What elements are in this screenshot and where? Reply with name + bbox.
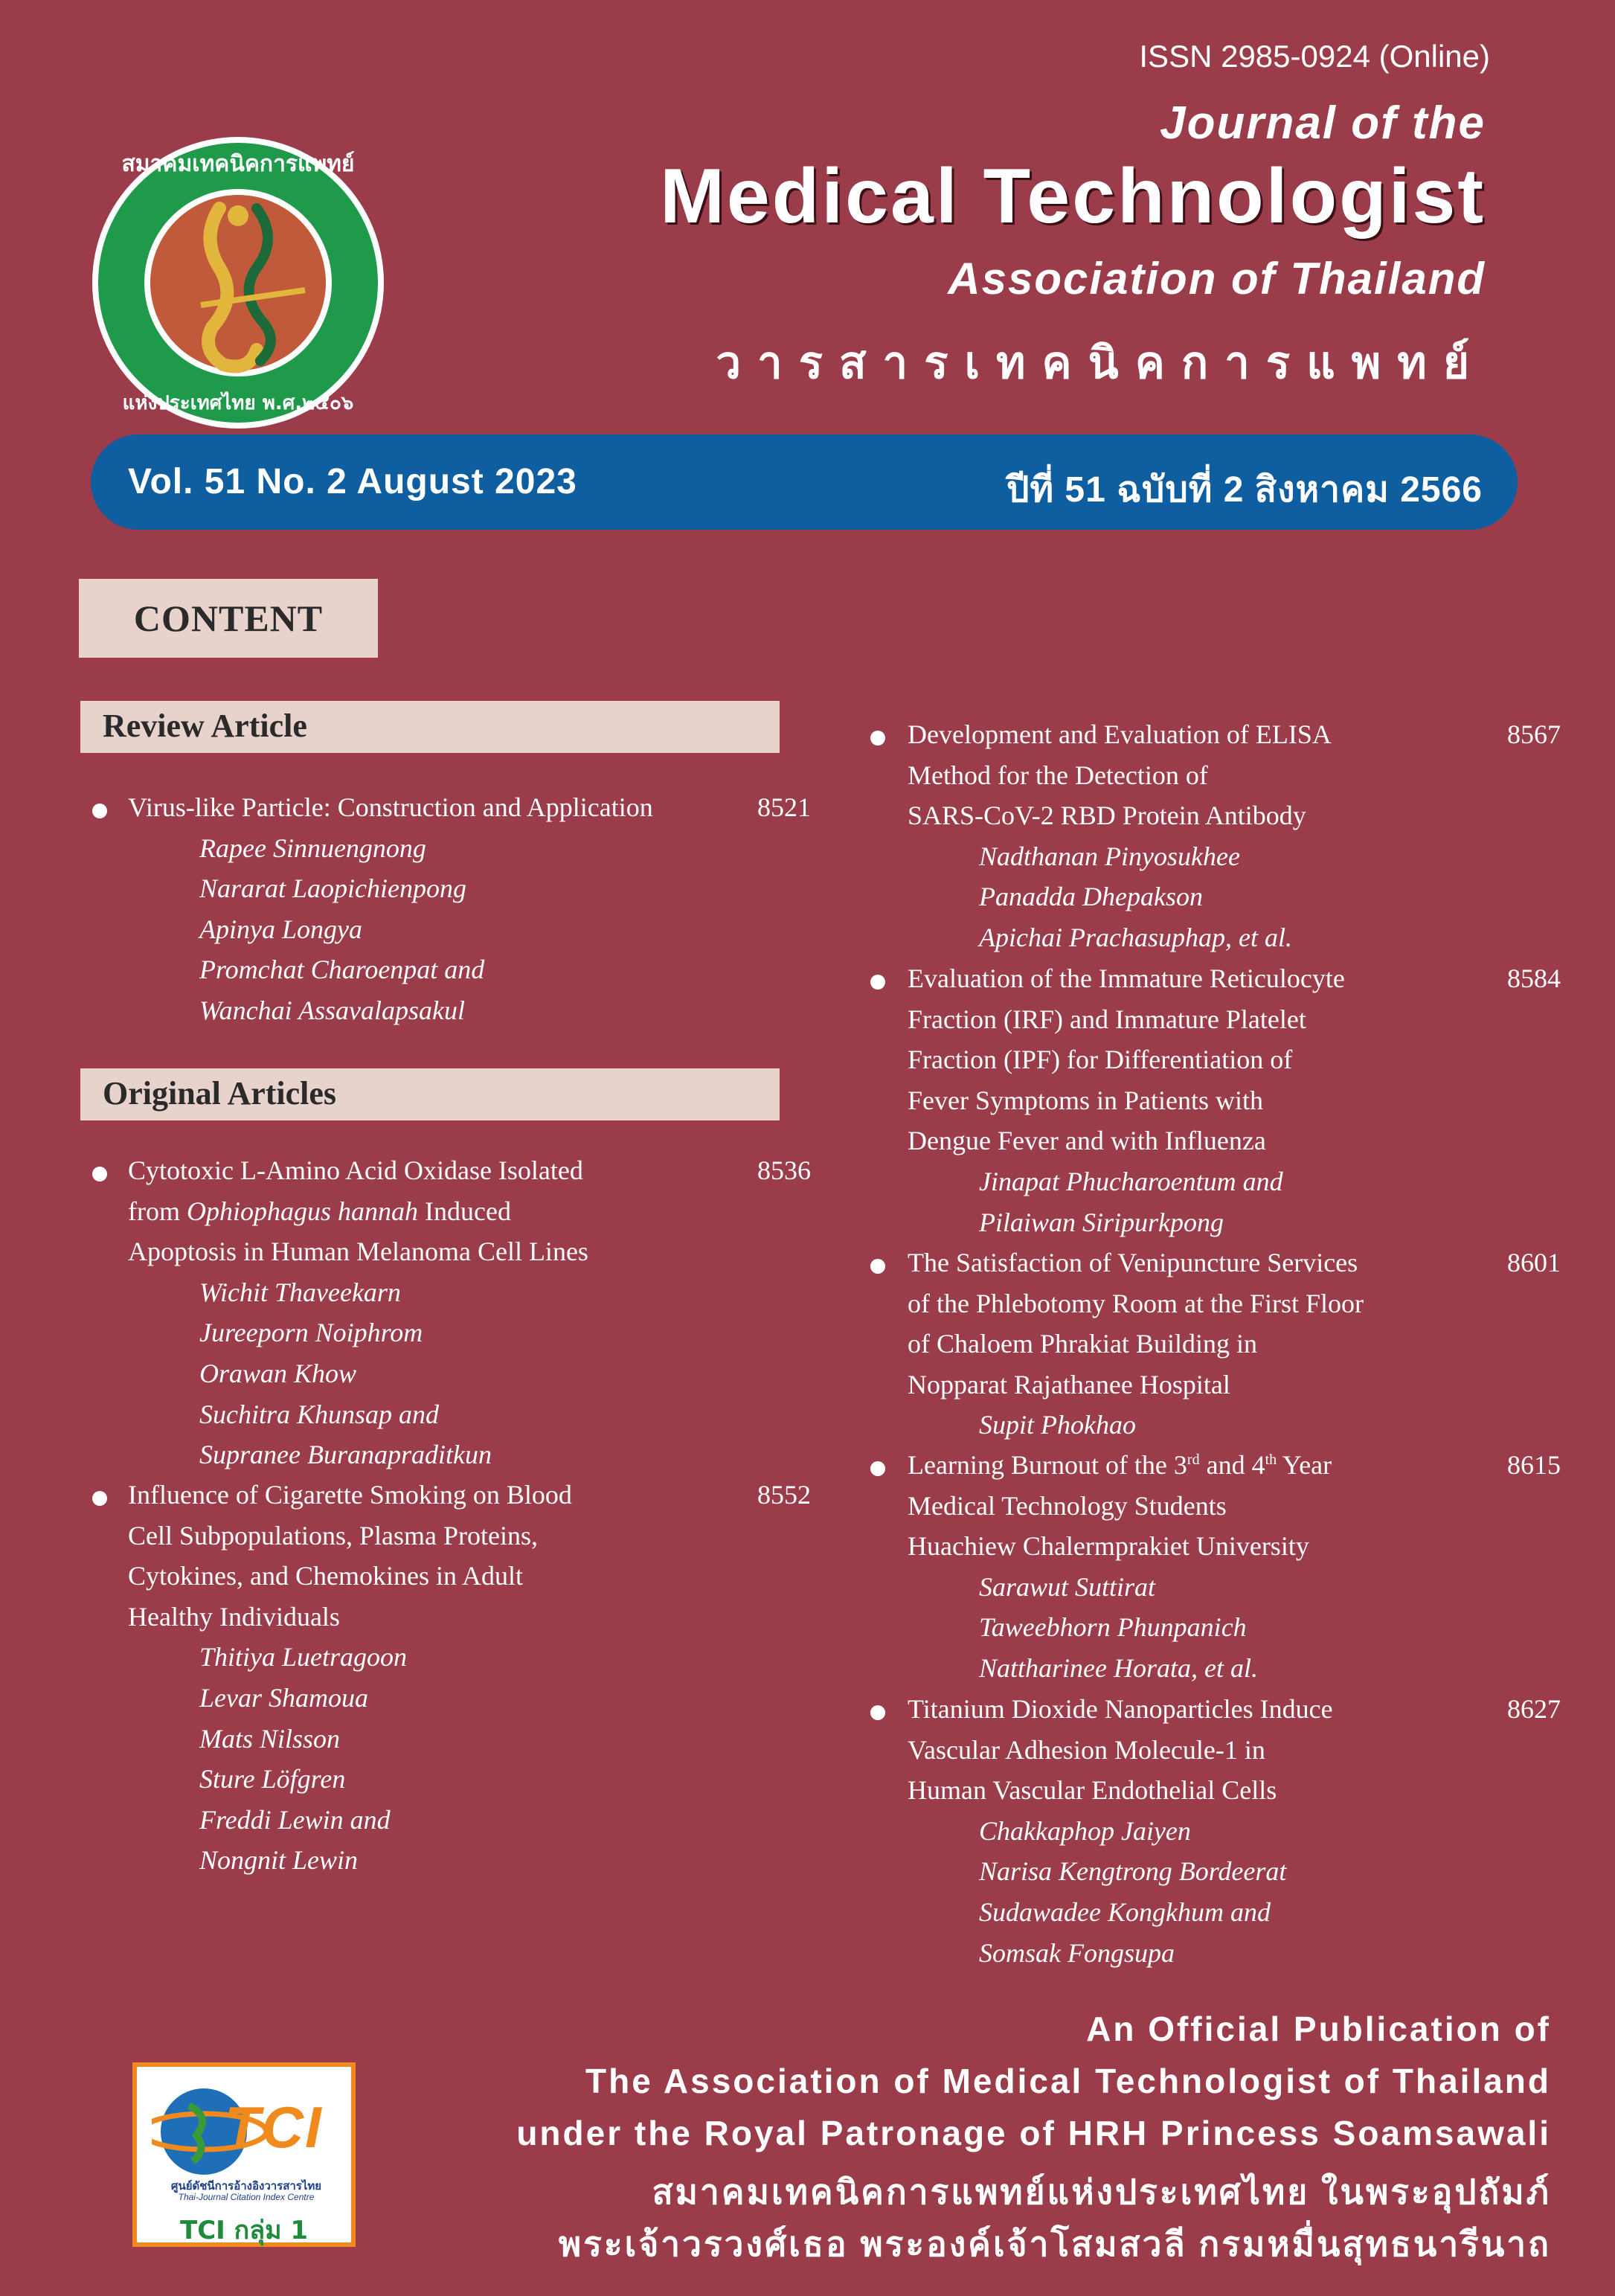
- article-author: Orawan Khow: [199, 1359, 357, 1388]
- original-section-title: Original Articles: [103, 1075, 337, 1112]
- journal-title-main: Medical Technologist: [660, 153, 1486, 240]
- article-title-line[interactable]: Healthy Individuals: [128, 1601, 340, 1632]
- tci-eng-name: Thai-Journal Citation Index Centre: [178, 2192, 315, 2202]
- review-section-title: Review Article: [103, 708, 307, 744]
- footer-line2: The Association of Medical Technologist of Thailand: [585, 2062, 1551, 2100]
- article-title-line[interactable]: Development and Evaluation of ELISA: [908, 719, 1332, 749]
- content-label: CONTENT: [133, 597, 324, 639]
- article-author: Nararat Laopichienpong: [199, 873, 467, 904]
- bullet-icon: [870, 1705, 885, 1720]
- article-author: Apinya Longya: [199, 914, 362, 944]
- article-title-line[interactable]: Human Vascular Endothelial Cells: [908, 1775, 1277, 1806]
- article-author: Promchat Charoenpat and: [199, 955, 485, 985]
- issue-info-en: Vol. 51 No. 2 August 2023: [128, 462, 577, 501]
- article-page-number: 8627: [1507, 1694, 1561, 1724]
- article-title-line[interactable]: Learning Burnout of the 3rd and 4th Year: [908, 1450, 1332, 1480]
- tci-group: TCI กลุ่ม 1: [180, 2216, 308, 2245]
- bullet-icon: [870, 1259, 885, 1274]
- article-title-line[interactable]: Fraction (IRF) and Immature Platelet: [908, 1004, 1306, 1034]
- footer-line3: under the Royal Patronage of HRH Princess Soamsawali: [516, 2114, 1551, 2152]
- article-author: Supranee Buranapraditkun: [199, 1440, 492, 1470]
- article-title-line[interactable]: The Satisfaction of Venipuncture Services: [908, 1248, 1358, 1277]
- article-author: Apichai Prachasuphap, et al.: [979, 923, 1292, 952]
- article-author: Suchitra Khunsap and: [199, 1399, 440, 1429]
- issue-info-th: ปีที่ 51 ฉบับที่ 2 สิงหาคม 2566: [1006, 470, 1483, 510]
- article-title-line[interactable]: Huachiew Chalermprakiet University: [908, 1531, 1309, 1562]
- article-author: Chakkaphop Jaiyen: [979, 1815, 1191, 1846]
- tci-thai-name: ศูนย์ดัชนีการอ้างอิงวารสารไทย: [170, 2179, 322, 2193]
- footer-line4: สมาคมเทคนิคการแพทย์แห่งประเทศไทย ในพระอุปถัมภ์: [652, 2172, 1551, 2211]
- article-author: Nadthanan Pinyosukhee: [979, 841, 1240, 871]
- bullet-icon: [870, 1461, 885, 1476]
- article-author: Jureeporn Noiphrom: [199, 1318, 423, 1348]
- issn: ISSN 2985-0924 (Online): [1139, 39, 1490, 74]
- article-title-line[interactable]: Vascular Adhesion Molecule-1 in: [908, 1734, 1265, 1765]
- article-author: Sarawut Suttirat: [979, 1571, 1156, 1602]
- article-title-line[interactable]: Cytokines, and Chemokines in Adult: [128, 1561, 523, 1591]
- article-title-line[interactable]: Evaluation of the Immature Reticulocyte: [908, 963, 1345, 993]
- article-author: Nongnit Lewin: [199, 1845, 359, 1876]
- article-page-number: 8615: [1507, 1450, 1561, 1480]
- article-title-line[interactable]: Cytotoxic L-Amino Acid Oxidase Isolated: [128, 1155, 583, 1185]
- article-author: Thitiya Luetragoon: [199, 1642, 408, 1673]
- tci-badge: [132, 2062, 356, 2247]
- article-title-line[interactable]: Cell Subpopulations, Plasma Proteins,: [128, 1520, 539, 1551]
- article-author: Jinapat Phucharoentum and: [979, 1167, 1283, 1196]
- article-author: Levar Shamoua: [199, 1683, 368, 1713]
- journal-title-line1: Journal of the: [1160, 97, 1486, 149]
- article-title-line[interactable]: of Chaloem Phrakiat Building in: [908, 1329, 1257, 1359]
- article-page-number: 8584: [1507, 963, 1561, 993]
- article-title-line[interactable]: Method for the Detection of: [908, 760, 1208, 790]
- article-page-number: 8601: [1507, 1248, 1561, 1277]
- article-title-line[interactable]: Titanium Dioxide Nanoparticles Induce: [908, 1694, 1333, 1724]
- article-author: Panadda Dhepakson: [979, 882, 1203, 912]
- bullet-icon: [92, 804, 107, 818]
- svg-text:สมาคมเทคนิคการแพทย์: สมาคมเทคนิคการแพทย์: [121, 151, 355, 177]
- journal-title-thai: วารสารเทคนิคการแพทย์: [716, 338, 1486, 388]
- article-author: Pilaiwan Siripurkpong: [979, 1207, 1224, 1237]
- article-author: Mats Nilsson: [199, 1723, 341, 1754]
- article-title-line[interactable]: Influence of Cigarette Smoking on Blood: [128, 1480, 572, 1510]
- article-title-line[interactable]: Virus-like Particle: Construction and Application: [128, 792, 653, 822]
- bullet-icon: [92, 1491, 107, 1506]
- article-title-line[interactable]: Fever Symptoms in Patients with: [908, 1085, 1264, 1115]
- bullet-icon: [870, 975, 885, 990]
- bullet-icon: [870, 731, 885, 745]
- article-author: Sudawadee Kongkhum and: [979, 1897, 1271, 1927]
- article-author: Rapee Sinnuengnong: [199, 833, 426, 863]
- footer-line1: An Official Publication of: [1086, 2010, 1551, 2048]
- svg-text:แห่งประเทศไทย พ.ศ.๒๕๐๖: แห่งประเทศไทย พ.ศ.๒๕๐๖: [122, 392, 354, 414]
- article-author: Nattharinee Horata, et al.: [979, 1653, 1258, 1683]
- article-title-line[interactable]: Medical Technology Students: [908, 1490, 1227, 1521]
- article-title-line[interactable]: Apoptosis in Human Melanoma Cell Lines: [128, 1237, 588, 1267]
- article-page-number: 8521: [757, 792, 811, 822]
- article-author: Wanchai Assavalapsakul: [199, 995, 465, 1025]
- article-author: Wichit Thaveekarn: [199, 1277, 401, 1307]
- association-logo: [89, 134, 387, 432]
- footer-line5: พระเจ้าวรวงศ์เธอ พระองค์เจ้าโสมสวลี กรมหมื่นสุทธนารีนาถ: [558, 2225, 1551, 2263]
- article-page-number: 8536: [757, 1155, 811, 1185]
- article-author: Narisa Kengtrong Bordeerat: [979, 1856, 1287, 1887]
- article-page-number: 8567: [1507, 719, 1561, 749]
- article-page-number: 8552: [757, 1480, 811, 1510]
- article-title-line[interactable]: of the Phlebotomy Room at the First Floor: [908, 1288, 1364, 1318]
- article-title-line[interactable]: SARS-CoV-2 RBD Protein Antibody: [908, 801, 1306, 831]
- article-author: Sture Löfgren: [199, 1764, 346, 1795]
- tci-brand: TCI: [225, 2094, 323, 2160]
- article-title-line[interactable]: Fraction (IPF) for Differentiation of: [908, 1045, 1293, 1075]
- article-author: Taweebhorn Phunpanich: [979, 1612, 1247, 1643]
- bullet-icon: [92, 1167, 107, 1181]
- article-title-line[interactable]: Nopparat Rajathanee Hospital: [908, 1369, 1230, 1399]
- article-author: Somsak Fongsupa: [979, 1937, 1175, 1968]
- article-title-line[interactable]: from Ophiophagus hannah Induced: [128, 1196, 511, 1226]
- article-author: Supit Phokhao: [979, 1410, 1136, 1440]
- journal-title-line3: Association of Thailand: [948, 254, 1486, 304]
- article-title-line[interactable]: Dengue Fever and with Influenza: [908, 1126, 1266, 1156]
- article-author: Freddi Lewin and: [199, 1804, 391, 1835]
